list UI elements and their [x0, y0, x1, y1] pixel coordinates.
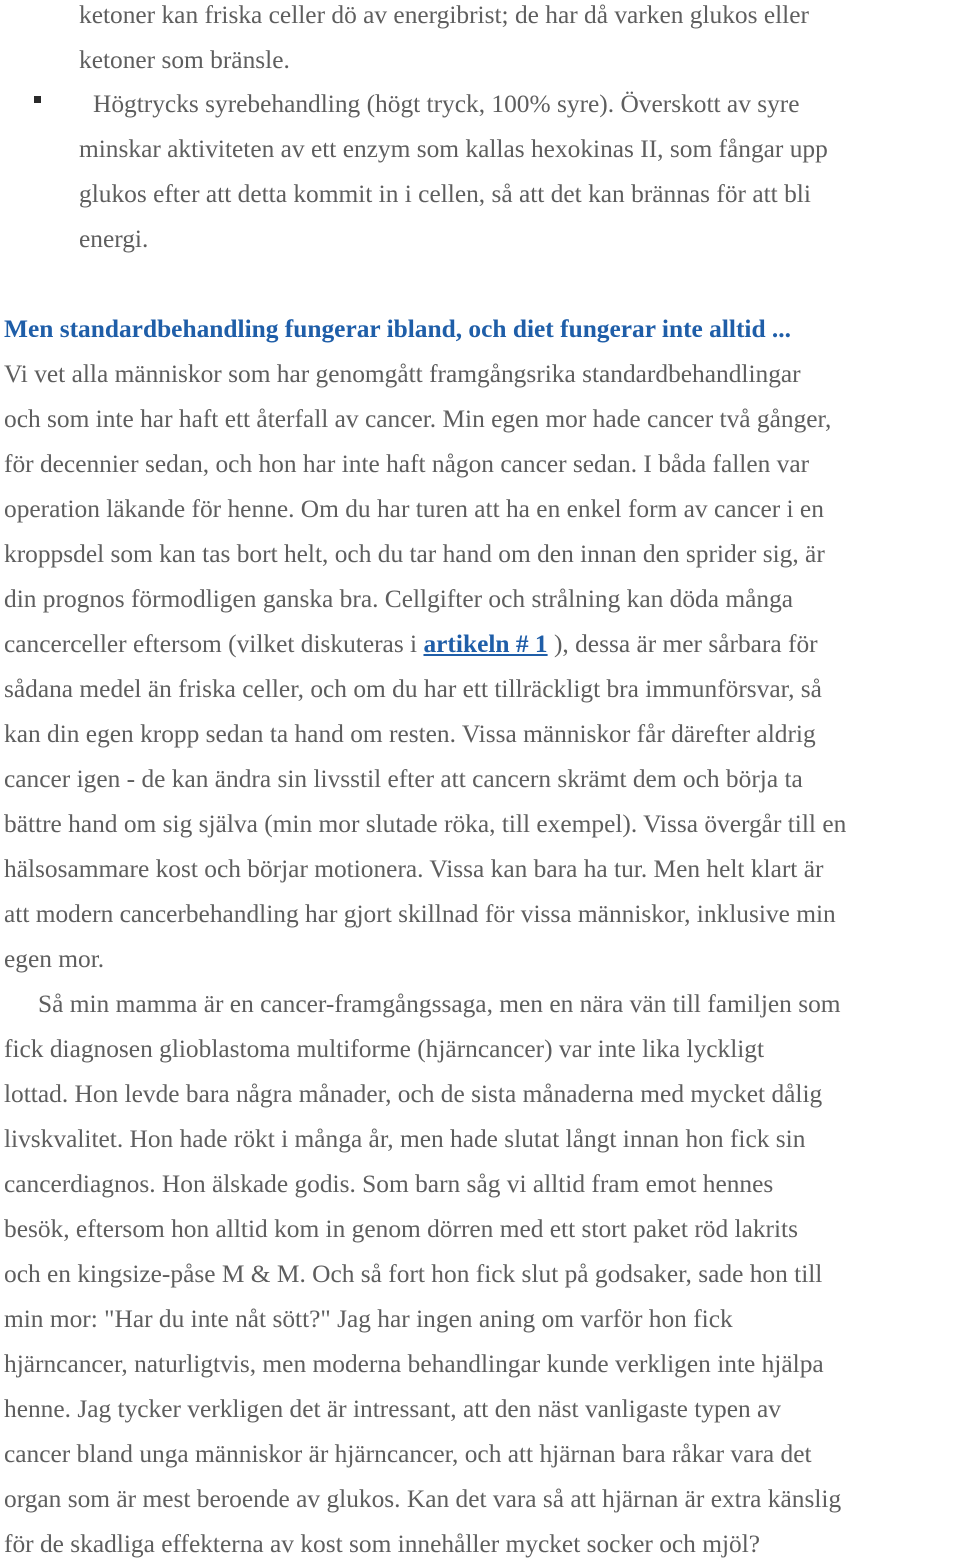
text-line: livskvalitet. Hon hade rökt i många år, men hade slutat långt innan hon fick sin — [4, 1125, 806, 1153]
text-line: och en kingsize-påse M & M. Och så fort hon fick slut på godsaker, sade hon till — [4, 1260, 823, 1288]
text-line: organ som är mest beroende av glukos. Kan det vara så att hjärnan är extra känslig — [4, 1485, 842, 1513]
bullet-marker — [34, 96, 41, 103]
article-1-link[interactable]: artikeln # 1 — [423, 630, 548, 658]
text-line: cancer bland unga människor är hjärncancer, och att hjärnan bara råkar vara det — [4, 1440, 812, 1468]
text-line: bättre hand om sig själva (min mor slutade röka, till exempel). Vissa övergår till en — [4, 810, 847, 838]
text-line: glukos efter att detta kommit in i cellen, så att det kan brännas för att bli — [79, 180, 811, 208]
text-line: din prognos förmodligen ganska bra. Cellgifter och strålning kan döda många — [4, 585, 794, 613]
text-line: att modern cancerbehandling har gjort skillnad för vissa människor, inklusive min — [4, 900, 836, 928]
intro-continuation — [79, 0, 809, 83]
text-line: ketoner kan friska celler dö av energibrist; de har då varken glukos eller — [79, 1, 809, 29]
text-line-with-link — [4, 622, 846, 667]
text-segment: cancerceller eftersom (vilket diskuteras i — [4, 630, 424, 658]
text-line: min mor: "Har du inte nåt sött?" Jag har ingen aning om varför hon fick — [4, 1305, 733, 1333]
text-line: energi. — [79, 225, 149, 253]
text-line: lottad. Hon levde bara några månader, och de sista månaderna med mycket dålig — [4, 1080, 823, 1108]
text-line: henne. Jag tycker verkligen det är intressant, att den näst vanligaste typen av — [4, 1395, 781, 1423]
bullet-item — [79, 82, 828, 262]
section-heading: Men standardbehandling fungerar ibland, och diet fungerar inte alltid ... — [4, 315, 791, 343]
text-line: kroppsdel som kan tas bort helt, och du tar hand om den innan den sprider sig, är — [4, 540, 825, 568]
paragraph-2 — [4, 982, 841, 1567]
text-line: sådana medel än friska celler, och om du har ett tillräckligt bra immunförsvar, så — [4, 675, 822, 703]
text-line: Högtrycks syrebehandling (högt tryck, 100% syre). Överskott av syre — [93, 90, 800, 118]
text-line: Vi vet alla människor som har genomgått framgångsrika standardbehandlingar — [4, 360, 801, 388]
paragraph-1 — [4, 352, 846, 982]
text-line: Så min mamma är en cancer-framgångssaga, men en nära vän till familjen som — [38, 990, 841, 1018]
text-line: kan din egen kropp sedan ta hand om resten. Vissa människor får därefter aldrig — [4, 720, 816, 748]
text-line: besök, eftersom hon alltid kom in genom dörren med ett stort paket röd lakrits — [4, 1215, 798, 1243]
text-line: och som inte har haft ett återfall av cancer. Min egen mor hade cancer två gånger, — [4, 405, 832, 433]
text-line: cancer igen - de kan ändra sin livsstil efter att cancern skrämt dem och börja ta — [4, 765, 803, 793]
text-line: för decennier sedan, och hon har inte haft någon cancer sedan. I båda fallen var — [4, 450, 810, 478]
text-line: egen mor. — [4, 945, 105, 973]
text-line: hjärncancer, naturligtvis, men moderna behandlingar kunde verkligen inte hjälpa — [4, 1350, 824, 1378]
text-line: minskar aktiviteten av ett enzym som kallas hexokinas II, som fångar upp — [79, 135, 828, 163]
text-segment: ), dessa är mer sårbara för — [547, 630, 818, 658]
text-line: cancerdiagnos. Hon älskade godis. Som barn såg vi alltid fram emot hennes — [4, 1170, 774, 1198]
text-line: ketoner som bränsle. — [79, 46, 290, 74]
text-line: operation läkande för henne. Om du har turen att ha en enkel form av cancer i en — [4, 495, 824, 523]
text-line: för de skadliga effekterna av kost som innehåller mycket socker och mjöl? — [4, 1530, 761, 1558]
text-line: fick diagnosen glioblastoma multiforme (hjärncancer) var inte lika lyckligt — [4, 1035, 765, 1063]
text-line: hälsosammare kost och börjar motionera. Vissa kan bara ha tur. Men helt klart är — [4, 855, 824, 883]
